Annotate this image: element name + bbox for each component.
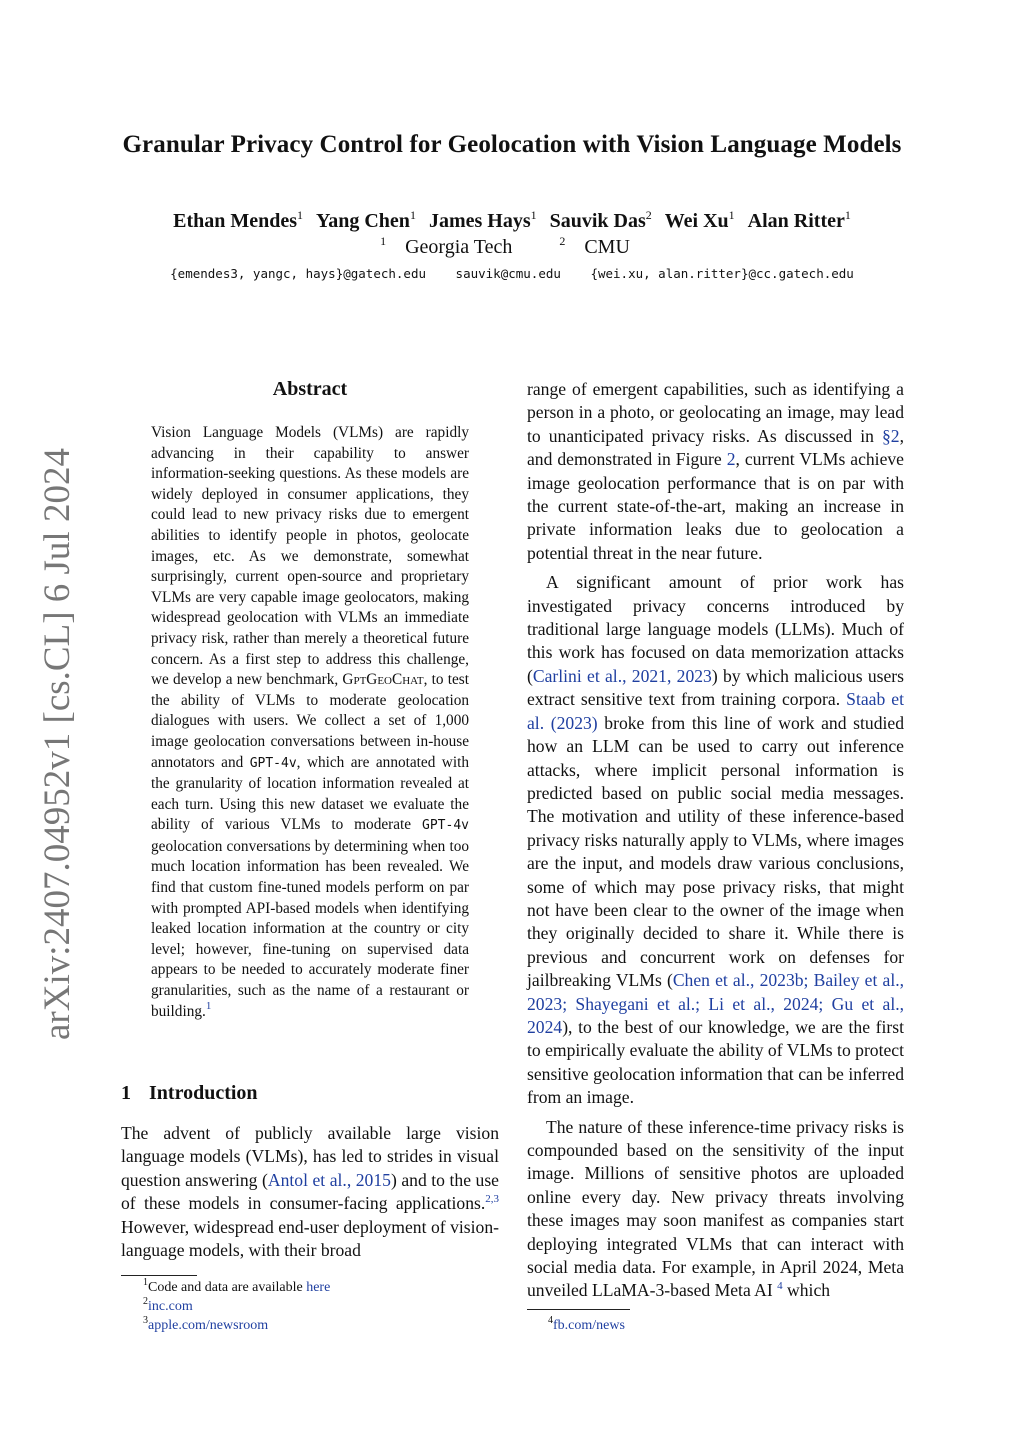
benchmark-name: GptGeoChat (342, 671, 424, 689)
author: Alan Ritter$^1$ (747, 208, 851, 232)
footnote-ref[interactable]: 2,3 (485, 1193, 499, 1206)
footnote: $^2$inc.com (143, 1296, 193, 1314)
author: Sauvik Das$^2$ (549, 208, 652, 232)
paper-title: Granular Privacy Control for Geolocation with Vision Language Models (122, 131, 902, 158)
footnote-link[interactable]: fb.com/news (553, 1318, 625, 1333)
abstract-body: Vision Language Models (VLMs) are rapidly advancing in their capability to answer information-seeking questions. As these models are widely deployed in consumer applications, they could lead to new privacy risks due to emergent abilities to identify people in photos, geolocate images, etc. As we demonstrate, somewhat surprisingly, current open-source and proprietary VLMs are very capable image geolocators, making widespread geolocation with VLMs an immediate privacy risk, rather than merely a theoretical future concern. As a first step to address this challenge, we develop a new benchmark, GptGeoChat, to test the ability of VLMs to moderate geolocation dialogues with users. We collect a set of 1,000 image geolocation conversations between in-house annotators and GPT-4v, which are annotated with the granularity of location information revealed at each turn. Using this new dataset we evaluate the ability of various VLMs to moderate GPT-4v geolocation conversations by determining when too much location information has been revealed. We find that custom fine-tuned models perform on par with prompted API-based models when identifying leaked location information at the country or city level; however, fine-tuning on supervised data appears to be needed to accurately moderate finer granularities, such as the name of a restaurant or building.$^1$ (151, 424, 469, 1020)
paragraph: The nature of these inference-time privacy risks is compounded based on the sensitivity of the input image. Millions of sensitive photos are uploaded online every day. New privacy threats involving these images may soon manifest as companies start deploying integrated VLMs that can interact with social media data. For example, in April 2024, Meta unveiled LLaMA-3-based Meta AI $^4$ which (527, 1116, 904, 1301)
footnote: $^3$apple.com/newsroom (143, 1315, 269, 1333)
affiliations (0, 236, 1024, 259)
author: Ethan Mendes$^1$ (173, 208, 304, 232)
citation-link[interactable]: Staab et al. (2023) (527, 689, 905, 733)
section-heading: 1 Introduction (121, 1082, 258, 1104)
arxiv-stamp: arXiv:2407.04952v1 [cs.CL] 6 Jul 2024 (37, 448, 78, 1040)
author-list (0, 210, 1024, 233)
intro-left-column: The advent of publicly available large vision language models (VLMs), has led to strides in visual question answering (Antol et al., 2015) and to the use of these models in consumer-facing applications.$^{2,3}$ However, widespread end-user deployment of vision-language models, with their broad (121, 1123, 499, 1261)
affiliation: $^2$ CMU (559, 234, 630, 258)
email[interactable]: sauvik@cmu.edu (455, 266, 561, 281)
paragraph: range of emergent capabilities, such as identifying a person in a photo, or geolocating an image, may lead to unanticipated privacy risks. As discussed in §2, and demonstrated in Figure 2, current VLMs achieve image geolocation performance that is on par with the current state-of-the-art, making an increase in private information leaks due to geolocation a potential threat in the near future. (527, 379, 904, 563)
footnote-rule (527, 1309, 630, 1310)
citation-link[interactable]: Carlini et al., 2021, 2023 (532, 665, 712, 686)
citation-link[interactable]: Chen et al., 2023b; Bailey et al., 2023; Shayegani et al.; Li et al., 2024; Gu et al., 2024 (527, 970, 904, 1037)
author: Yang Chen$^1$ (316, 208, 416, 232)
footnote: $^1$Code and data are available here (143, 1277, 331, 1295)
footnote-link[interactable]: here (306, 1280, 331, 1295)
citation-link[interactable]: Antol et al., 2015 (267, 1169, 391, 1190)
footnote-ref[interactable]: 4 (777, 1280, 783, 1293)
intro-right-column (527, 378, 904, 1309)
author-emails (0, 266, 1024, 281)
footnote: $^4$fb.com/news (548, 1315, 625, 1333)
affiliation: $^1$ Georgia Tech (380, 234, 513, 258)
author: Wei Xu$^1$ (664, 208, 735, 232)
paragraph: A significant amount of prior work has investigated privacy concerns introduced by traditional large language models (LLMs). Much of this work has focused on data memorization attacks (Carlini et al., 2021, 2023) by which malicious users extract sensitive text from training corpora. Staab et al. (2023) broke from this line of work and studied how an LLM can be used to carry out inference attacks, where implicit personal information is predicted based on public social media messages. The motivation and utility of these inference-based privacy risks naturally apply to VLMs, where images are the input, and models draw various conclusions, some of which may pose privacy risks, that might not have been clear to the owner of the image when they originally decided to share it. While there is previous and concurrent work on defenses for jailbreaking VLMs (Chen et al., 2023b; Bailey et al., 2023; Shayegani et al.; Li et al., 2024; Gu et al., 2024), to the best of our knowledge, we are the first to empirically evaluate the ability of VLMs to protect sensitive geolocation information that can be inferred from an image. (527, 572, 905, 1108)
footnote-link[interactable]: apple.com/newsroom (148, 1318, 269, 1333)
footnote-link[interactable]: inc.com (148, 1299, 193, 1314)
figure-ref-link[interactable]: 2 (726, 449, 736, 470)
author: James Hays$^1$ (428, 208, 537, 232)
abstract-heading: Abstract (272, 378, 348, 400)
footnote-ref[interactable]: 1 (205, 999, 212, 1012)
footnote-rule (121, 1275, 197, 1276)
section-ref-link[interactable]: §2 (882, 425, 900, 446)
email[interactable]: {emendes3, yangc, hays}@gatech.edu (170, 266, 427, 281)
email[interactable]: {wei.xu, alan.ritter}@cc.gatech.edu (590, 266, 854, 281)
